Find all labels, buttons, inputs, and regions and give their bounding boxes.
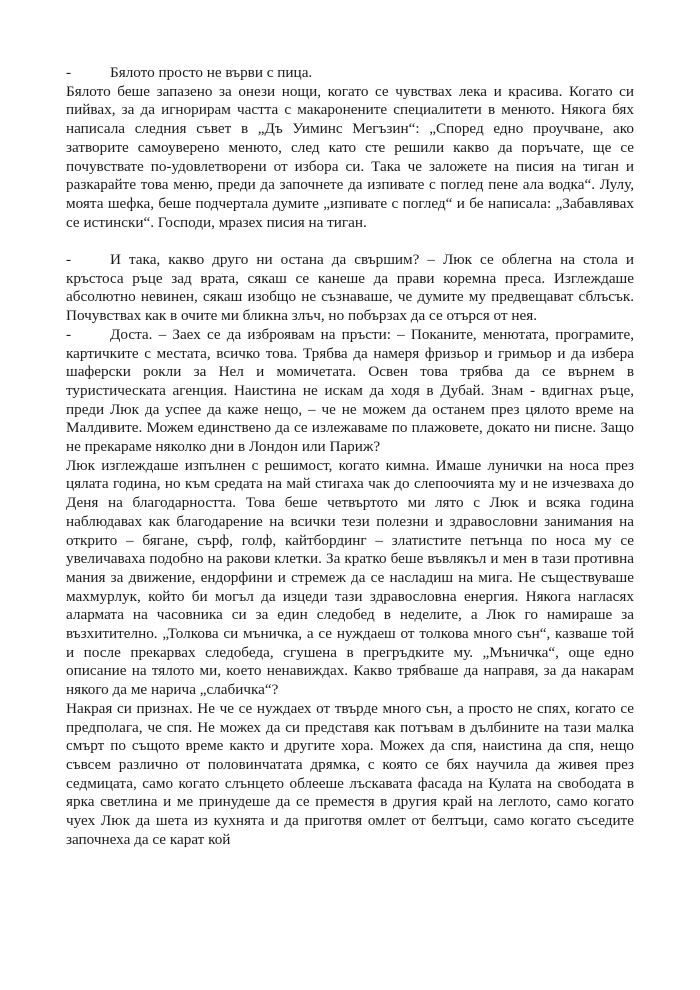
paragraph-2: Люк изглеждаше изпълнен с решимост, когато кимна. Имаше лунички на носа през цялата година, но към средата на май стигаха чак до слепоочията му и не изчезваха до Деня на благодарността. Това беше четвъртото ми лято с Люк и всяка година наблюдавах как благодарение на всички тези полезни и здравословни занимания на открито – бягане, сърф, голф, кайтбординг – златистите петънца по носа му се увеличаваха подобно на ракови клетки. За кратко беше въвлякъл и мен в тази противна мания за движение, ендорфини и стремеж да се насладиш на мига. Не съществуваше махмурлук, който би могъл да изцеди тази здравословна енергия. Някога нагласях алармата на часовника си за един следобед в неделите, а Люк го намираше за възхитително. „Толкова си мъничка, а се нуждаеш от толкова много сън“, казваше той и после прекарвах следобеда, сгушена в прегръдките му. „Мъничка“, още едно описание на тялото ми, което ненавиждах. Какво трябваше да направя, за да накарам някого да ме нарича „слабичка“? — [66, 456, 634, 699]
dialog-text: И така, какво друго ни остана да свършим? – Люк се облегна на стола и кръстоса ръце зад врата, сякаш се канеше да прави коремна преса. Изглеждаше абсолютно невинен, сякаш изобщо не съзнаваше, че думите му предвещават сблъсък. Почувствах как в очите ми бликна злъч, но побързах да се отърся от нея. — [66, 251, 634, 325]
dialog-line-3 — [66, 326, 634, 457]
paragraph-spacer — [66, 232, 634, 251]
paragraph-1: Бялото беше запазено за онези нощи, когато се чувствах лека и красива. Когато си пийвах, за да игнорирам частта с макаронените специалитети в менюто. Някога бях написала следния съвет в „Дъ Уиминс Мегъзин“: „Според едно проучване, ако затворите самоуверено менюто, след като сте решили какво да поръчате, ще се почувствате по-удовлетворени от избора си. Така че заложете на писия на тиган и разкарайте това меню, преди да започнете да изпивате с поглед пене ала водка“. Лулу, моята шефка, беше подчертала думите „изпивате с поглед“ и бе написала: „Забавлявах се истински“. Господи, мразех писия на тиган. — [66, 82, 634, 231]
document-page — [66, 64, 634, 850]
dialog-dash: - — [66, 251, 72, 269]
dialog-text: Доста. – Заех се да изброявам на пръсти: – Поканите, менютата, програмите, картичките с местата, всичко това. Трябва да намеря фризьор и гримьор и да избера шаферски рокли за Нел и момичетата. Освен това трябва да се върнем в туристическата агенция. Наистина не искам да ходя в Дубай. Знам - вдигнах ръце, преди Люк да успее да каже нещо, – че не можем да останем през цялото време на Малдивите. Можем единствено да се излежаваме по плажовете, докато ни писне. Защо не прекараме няколко дни в Лондон или Париж? — [66, 325, 634, 456]
dialog-text: Бялото просто не върви с пица. — [110, 64, 313, 81]
dialog-line-1 — [66, 64, 634, 83]
dialog-dash: - — [66, 64, 72, 81]
paragraph-3: Накрая си признах. Не че се нуждаех от твърде много сън, а просто не спях, когато се предполага, че спя. Не можех да си представя как потъвам в дълбините на тази малка смърт по същото време както и другите хора. Можех да спя, наистина да спя, нещо съвсем различно от половинчатата дрямка, с която се бях научила да живея през седмицата, само когато слънцето облееше лъскавата фасада на Кулата на свободата в ярка светлина и ме принудеше да се преместя в другия край на леглото, само когато чуех Люк да шета из кухнята и да приготвя омлет от белтъци, само когато съседите започнеха да се карат кой — [66, 699, 634, 848]
dialog-dash: - — [66, 325, 72, 343]
dialog-line-2 — [66, 251, 634, 326]
